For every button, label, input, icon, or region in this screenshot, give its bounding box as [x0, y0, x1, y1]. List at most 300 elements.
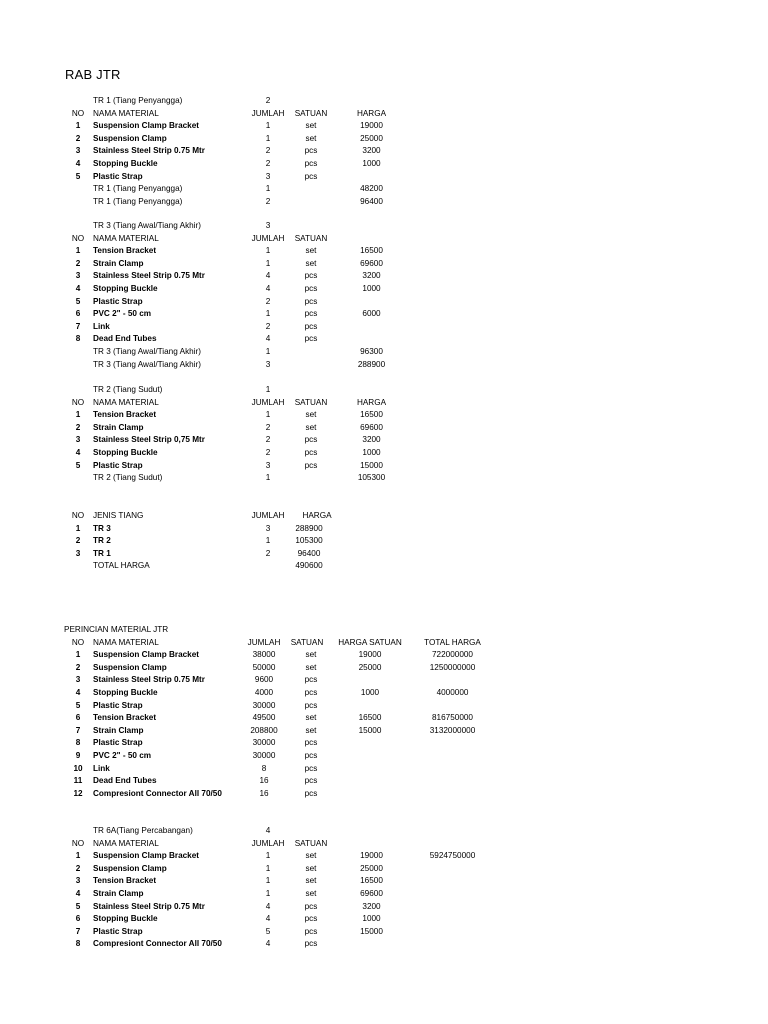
- total-row: [0, 346, 768, 359]
- table-row: [0, 296, 768, 309]
- row-name: TR 2: [93, 536, 111, 546]
- row-jumlah: 3: [265, 523, 271, 533]
- row-name: Strain Clamp: [93, 422, 144, 432]
- section-heading: TR 2 (Tiang Sudut): [93, 385, 163, 394]
- row-satuan: set: [305, 888, 317, 898]
- row-satuan: pcs: [304, 296, 318, 306]
- row-jumlah: 16: [259, 776, 269, 786]
- header-name: NAMA MATERIAL: [93, 397, 159, 407]
- row-satuan: set: [305, 725, 317, 735]
- row-jumlah: 2: [265, 321, 271, 331]
- row-name: Plastic Strap: [93, 171, 143, 181]
- row-name: Strain Clamp: [93, 888, 144, 898]
- table-row: [0, 687, 768, 700]
- table-row: [0, 333, 768, 346]
- row-no: 5: [75, 460, 81, 470]
- row-satuan: pcs: [304, 283, 318, 293]
- row-satuan: pcs: [304, 435, 318, 445]
- row-satuan: pcs: [304, 309, 318, 319]
- row-jumlah: 9600: [254, 675, 274, 685]
- header-no: NO: [71, 637, 85, 647]
- row-no: 2: [75, 258, 81, 268]
- row-no: 12: [73, 788, 83, 798]
- row-name: Suspension Clamp: [93, 133, 167, 143]
- row-satuan: pcs: [304, 321, 318, 331]
- row-satuan: set: [305, 258, 317, 268]
- row-no: 1: [75, 851, 81, 861]
- total-row: [0, 560, 768, 573]
- row-no: 7: [75, 725, 81, 735]
- row-satuan: set: [305, 246, 317, 256]
- row-satuan: set: [305, 713, 317, 723]
- table-row: [0, 926, 768, 939]
- total-harga: 490600: [295, 561, 323, 571]
- row-satuan: pcs: [304, 700, 318, 710]
- table-row: [0, 750, 768, 763]
- section-heading: TR 6A(Tiang Percabangan): [93, 826, 193, 835]
- row-satuan: pcs: [304, 271, 318, 281]
- row-name: Plastic Strap: [93, 738, 143, 748]
- row-jumlah: 1: [265, 309, 271, 319]
- row-no: 7: [75, 321, 81, 331]
- row-name: Stainless Steel Strip 0,75 Mtr: [93, 435, 205, 445]
- section-tr1: [0, 95, 768, 208]
- row-jumlah: 16: [259, 788, 269, 798]
- section-heading: TR 1 (Tiang Penyangga): [93, 96, 183, 105]
- header-name: JENIS TIANG: [93, 511, 144, 520]
- row-satuan: pcs: [304, 675, 318, 685]
- total-jumlah: 1: [265, 346, 271, 356]
- table-row: [0, 548, 768, 561]
- row-name: Suspension Clamp: [93, 662, 167, 672]
- table-row: [0, 158, 768, 171]
- row-name: Stainless Steel Strip 0.75 Mtr: [93, 146, 205, 156]
- row-harga: 69600: [360, 258, 383, 268]
- row-harga-satuan: 1000: [360, 687, 380, 697]
- section-count: 3: [265, 221, 271, 230]
- row-satuan: set: [305, 410, 317, 420]
- row-satuan: set: [305, 851, 317, 861]
- header-satuan: SATUAN: [294, 838, 328, 848]
- header-satuan: SATUAN: [294, 397, 328, 407]
- row-jumlah: 1: [265, 246, 271, 256]
- header-name: NAMA MATERIAL: [93, 108, 159, 118]
- row-jumlah: 30000: [252, 750, 276, 760]
- row-no: 11: [73, 776, 83, 786]
- table-row: [0, 700, 768, 713]
- row-harga: 1000: [362, 914, 381, 924]
- row-satuan: pcs: [304, 460, 318, 470]
- row-no: 3: [75, 548, 81, 558]
- row-total-harga: 5924750000: [429, 851, 476, 861]
- total-harga: 96400: [360, 196, 383, 206]
- row-satuan: set: [305, 121, 317, 131]
- table-row: [0, 409, 768, 422]
- table-row: [0, 913, 768, 926]
- row-name: TR 1: [93, 548, 111, 558]
- header-jumlah: JUMLAH: [251, 838, 285, 848]
- row-harga: 69600: [360, 888, 383, 898]
- section-tr3: [0, 220, 768, 371]
- row-harga-satuan: 15000: [358, 725, 382, 735]
- row-jumlah: 4: [265, 334, 271, 344]
- row-name: Tension Bracket: [93, 876, 157, 886]
- row-name: Plastic Strap: [93, 460, 143, 470]
- row-jumlah: 2: [265, 435, 271, 445]
- section-count: 4: [265, 826, 271, 835]
- row-name: Compresiont Connector All 70/50: [93, 788, 222, 798]
- row-no: 2: [75, 863, 81, 873]
- row-satuan: pcs: [304, 763, 318, 773]
- row-jumlah: 1: [265, 410, 271, 420]
- row-no: 1: [75, 246, 81, 256]
- table-row: [0, 447, 768, 460]
- row-harga: 96400: [297, 548, 321, 558]
- row-harga: 1000: [362, 158, 381, 168]
- row-name: Dead End Tubes: [93, 776, 157, 786]
- total-row: [0, 183, 768, 196]
- row-jumlah: 1: [265, 121, 271, 131]
- row-name: Tension Bracket: [93, 246, 157, 256]
- row-name: Stopping Buckle: [93, 158, 158, 168]
- table-row: [0, 171, 768, 184]
- row-no: 3: [75, 271, 81, 281]
- header-name: NAMA MATERIAL: [93, 637, 159, 647]
- row-satuan: pcs: [304, 788, 318, 798]
- row-name: Strain Clamp: [93, 725, 144, 735]
- row-jumlah: 4: [265, 939, 271, 949]
- header-jumlah: JUMLAH: [251, 511, 285, 520]
- row-harga: 25000: [360, 863, 383, 873]
- row-jumlah: 3: [265, 171, 271, 181]
- row-name: Tension Bracket: [93, 410, 157, 420]
- row-jumlah: 2: [265, 158, 271, 168]
- row-harga-satuan: 16500: [358, 713, 382, 723]
- header-jumlah: JUMLAH: [247, 637, 281, 647]
- total-name: TR 2 (Tiang Sudut): [93, 473, 163, 483]
- section-tr6a: [0, 825, 768, 951]
- total-jumlah: 3: [265, 359, 271, 369]
- row-no: 6: [75, 713, 81, 723]
- row-name: Dead End Tubes: [93, 334, 157, 344]
- row-satuan: pcs: [304, 687, 318, 697]
- total-row: [0, 359, 768, 372]
- table-row: [0, 321, 768, 334]
- table-row: [0, 674, 768, 687]
- table-row: [0, 712, 768, 725]
- row-no: 2: [75, 536, 81, 546]
- row-jumlah: 1: [265, 258, 271, 268]
- table-row: [0, 888, 768, 901]
- table-row: [0, 725, 768, 738]
- row-satuan: set: [305, 863, 317, 873]
- row-name: Strain Clamp: [93, 258, 144, 268]
- table-row: [0, 120, 768, 133]
- row-name: PVC 2" - 50 cm: [93, 750, 152, 760]
- row-no: 1: [75, 121, 81, 131]
- row-harga: 16500: [360, 410, 383, 420]
- row-jumlah: 2: [265, 447, 271, 457]
- row-harga: 25000: [360, 133, 383, 143]
- row-no: 9: [75, 750, 81, 760]
- row-name: Suspension Clamp Bracket: [93, 851, 200, 861]
- row-name: Stainless Steel Strip 0.75 Mtr: [93, 901, 205, 911]
- row-no: 3: [75, 435, 81, 445]
- row-jumlah: 1: [265, 863, 271, 873]
- header-name: NAMA MATERIAL: [93, 233, 159, 243]
- header-satuan: SATUAN: [290, 637, 324, 647]
- row-satuan: set: [305, 133, 317, 143]
- row-total-harga: 4000000: [436, 687, 469, 697]
- row-harga: 19000: [360, 121, 383, 131]
- row-jumlah: 1: [265, 851, 271, 861]
- table-row: [0, 737, 768, 750]
- row-jumlah: 4: [265, 283, 271, 293]
- table-row: [0, 434, 768, 447]
- row-name: Stopping Buckle: [93, 447, 158, 457]
- row-name: Plastic Strap: [93, 296, 143, 306]
- total-name: TR 1 (Tiang Penyangga): [93, 184, 183, 194]
- total-row: [0, 196, 768, 209]
- table-row: [0, 523, 768, 536]
- row-satuan: set: [305, 650, 317, 660]
- row-harga: 15000: [360, 460, 383, 470]
- total-jumlah: 1: [265, 184, 271, 194]
- header-harga-satuan: HARGA SATUAN: [338, 637, 402, 647]
- row-no: 3: [75, 876, 81, 886]
- total-name: TR 3 (Tiang Awal/Tiang Akhir): [93, 346, 201, 356]
- table-row: [0, 245, 768, 258]
- row-no: 1: [75, 650, 81, 660]
- row-name: Compresiont Connector All 70/50: [93, 939, 222, 949]
- row-no: 10: [73, 763, 83, 773]
- total-harga: 288900: [357, 359, 386, 369]
- header-name: NAMA MATERIAL: [93, 838, 159, 848]
- section-heading: TR 3 (Tiang Awal/Tiang Akhir): [93, 221, 201, 230]
- row-no: 5: [75, 296, 81, 306]
- row-satuan: pcs: [304, 738, 318, 748]
- row-no: 1: [75, 410, 81, 420]
- header-no: NO: [71, 838, 85, 848]
- row-no: 8: [75, 939, 81, 949]
- table-row: [0, 283, 768, 296]
- row-satuan: pcs: [304, 776, 318, 786]
- row-harga: 3200: [362, 435, 381, 445]
- row-no: 4: [75, 158, 81, 168]
- row-no: 5: [75, 901, 81, 911]
- row-harga-satuan: 25000: [358, 662, 382, 672]
- header-jumlah: JUMLAH: [251, 108, 285, 118]
- row-name: Link: [93, 763, 110, 773]
- header-no: NO: [71, 233, 85, 243]
- table-row: [0, 258, 768, 271]
- table-row: [0, 308, 768, 321]
- row-satuan: set: [305, 876, 317, 886]
- section-jenis-tiang: [0, 510, 768, 573]
- row-jumlah: 4000: [254, 687, 274, 697]
- row-satuan: set: [305, 662, 317, 672]
- row-no: 2: [75, 422, 81, 432]
- row-jumlah: 1: [265, 133, 271, 143]
- header-satuan: SATUAN: [294, 233, 328, 243]
- row-name: Suspension Clamp Bracket: [93, 650, 200, 660]
- table-row: [0, 938, 768, 951]
- section-count: 2: [265, 96, 271, 105]
- row-name: Tension Bracket: [93, 713, 157, 723]
- row-jumlah: 2: [265, 422, 271, 432]
- row-no: 2: [75, 662, 81, 672]
- row-jumlah: 4: [265, 271, 271, 281]
- table-row: [0, 775, 768, 788]
- section-heading: PERINCIAN MATERIAL JTR: [64, 625, 169, 634]
- total-name: TR 3 (Tiang Awal/Tiang Akhir): [93, 359, 201, 369]
- total-harga: 105300: [357, 473, 386, 483]
- row-harga: 19000: [360, 851, 383, 861]
- total-row: [0, 472, 768, 485]
- page-title: RAB JTR: [65, 67, 121, 82]
- row-jumlah: 30000: [252, 738, 276, 748]
- header-no: NO: [71, 511, 85, 520]
- header-no: NO: [71, 397, 85, 407]
- total-name: TOTAL HARGA: [93, 561, 150, 571]
- row-satuan: pcs: [304, 447, 318, 457]
- row-jumlah: 2: [265, 146, 271, 156]
- row-harga: 1000: [362, 447, 381, 457]
- row-no: 6: [75, 309, 81, 319]
- row-name: Plastic Strap: [93, 700, 143, 710]
- header-harga: HARGA: [302, 511, 332, 520]
- table-row: [0, 850, 768, 863]
- total-harga: 96300: [360, 346, 383, 356]
- row-jumlah: 30000: [252, 700, 276, 710]
- row-satuan: pcs: [304, 926, 318, 936]
- row-no: 1: [75, 523, 81, 533]
- row-name: Plastic Strap: [93, 926, 143, 936]
- row-satuan: pcs: [304, 750, 318, 760]
- section-perincian: [0, 624, 768, 800]
- row-harga: 288900: [295, 523, 323, 533]
- row-jumlah: 1: [265, 876, 271, 886]
- row-harga: 1000: [362, 283, 381, 293]
- row-satuan: pcs: [304, 914, 318, 924]
- row-jumlah: 2: [265, 296, 271, 306]
- row-satuan: pcs: [304, 158, 318, 168]
- row-no: 7: [75, 926, 81, 936]
- header-total-harga: TOTAL HARGA: [424, 637, 481, 647]
- header-satuan: SATUAN: [294, 108, 328, 118]
- row-harga-satuan: 19000: [358, 650, 382, 660]
- row-no: 2: [75, 133, 81, 143]
- row-no: 5: [75, 171, 81, 181]
- row-total-harga: 1250000000: [429, 662, 476, 672]
- row-harga: 105300: [295, 536, 323, 546]
- row-name: Stainless Steel Strip 0.75 Mtr: [93, 675, 205, 685]
- row-jumlah: 8: [261, 763, 267, 773]
- header-harga: HARGA: [356, 397, 387, 407]
- row-harga: 69600: [360, 422, 383, 432]
- row-name: TR 3: [93, 523, 111, 533]
- row-no: 5: [75, 700, 81, 710]
- row-no: 8: [75, 334, 81, 344]
- row-total-harga: 722000000: [432, 650, 473, 660]
- row-satuan: pcs: [304, 171, 318, 181]
- row-jumlah: 4: [265, 901, 271, 911]
- row-name: Stopping Buckle: [93, 914, 158, 924]
- row-no: 3: [75, 675, 81, 685]
- row-total-harga: 3132000000: [429, 725, 476, 735]
- row-name: Suspension Clamp: [93, 863, 167, 873]
- total-name: TR 1 (Tiang Penyangga): [93, 196, 183, 206]
- row-harga: 16500: [360, 876, 383, 886]
- row-name: Stainless Steel Strip 0.75 Mtr: [93, 271, 205, 281]
- row-no: 6: [75, 914, 81, 924]
- row-name: Link: [93, 321, 110, 331]
- section-count: 1: [265, 385, 271, 394]
- table-row: [0, 662, 768, 675]
- header-jumlah: JUMLAH: [251, 233, 285, 243]
- row-jumlah: 1: [265, 536, 271, 546]
- table-row: [0, 145, 768, 158]
- row-jumlah: 50000: [252, 662, 276, 672]
- row-jumlah: 38000: [252, 650, 276, 660]
- row-jumlah: 3: [265, 460, 271, 470]
- row-harga: 3200: [362, 271, 381, 281]
- row-no: 3: [75, 146, 81, 156]
- table-row: [0, 133, 768, 146]
- row-jumlah: 4: [265, 914, 271, 924]
- table-row: [0, 535, 768, 548]
- row-satuan: pcs: [304, 901, 318, 911]
- row-harga: 6000: [362, 309, 381, 319]
- row-name: Stopping Buckle: [93, 687, 158, 697]
- table-row: [0, 270, 768, 283]
- row-satuan: pcs: [304, 334, 318, 344]
- header-jumlah: JUMLAH: [251, 397, 285, 407]
- row-jumlah: 208800: [250, 725, 278, 735]
- table-row: [0, 788, 768, 801]
- table-row: [0, 649, 768, 662]
- section-tr2: [0, 384, 768, 485]
- table-row: [0, 460, 768, 473]
- header-harga: HARGA: [356, 108, 387, 118]
- row-no: 4: [75, 447, 81, 457]
- row-harga: 16500: [360, 246, 383, 256]
- table-row: [0, 422, 768, 435]
- row-satuan: set: [305, 422, 317, 432]
- row-name: Suspension Clamp Bracket: [93, 121, 200, 131]
- row-total-harga: 816750000: [432, 713, 473, 723]
- row-no: 8: [75, 738, 81, 748]
- row-jumlah: 2: [265, 548, 271, 558]
- total-harga: 48200: [360, 184, 383, 194]
- total-jumlah: 2: [265, 196, 271, 206]
- header-no: NO: [71, 108, 85, 118]
- table-row: [0, 763, 768, 776]
- row-satuan: pcs: [304, 939, 318, 949]
- row-no: 4: [75, 283, 81, 293]
- row-name: Stopping Buckle: [93, 283, 158, 293]
- row-no: 4: [75, 687, 81, 697]
- row-harga: 15000: [360, 926, 383, 936]
- row-satuan: pcs: [304, 146, 318, 156]
- row-jumlah: 5: [265, 926, 271, 936]
- table-row: [0, 863, 768, 876]
- total-jumlah: 1: [265, 473, 271, 483]
- row-harga: 3200: [362, 146, 381, 156]
- row-jumlah: 49500: [252, 713, 276, 723]
- row-jumlah: 1: [265, 888, 271, 898]
- table-row: [0, 875, 768, 888]
